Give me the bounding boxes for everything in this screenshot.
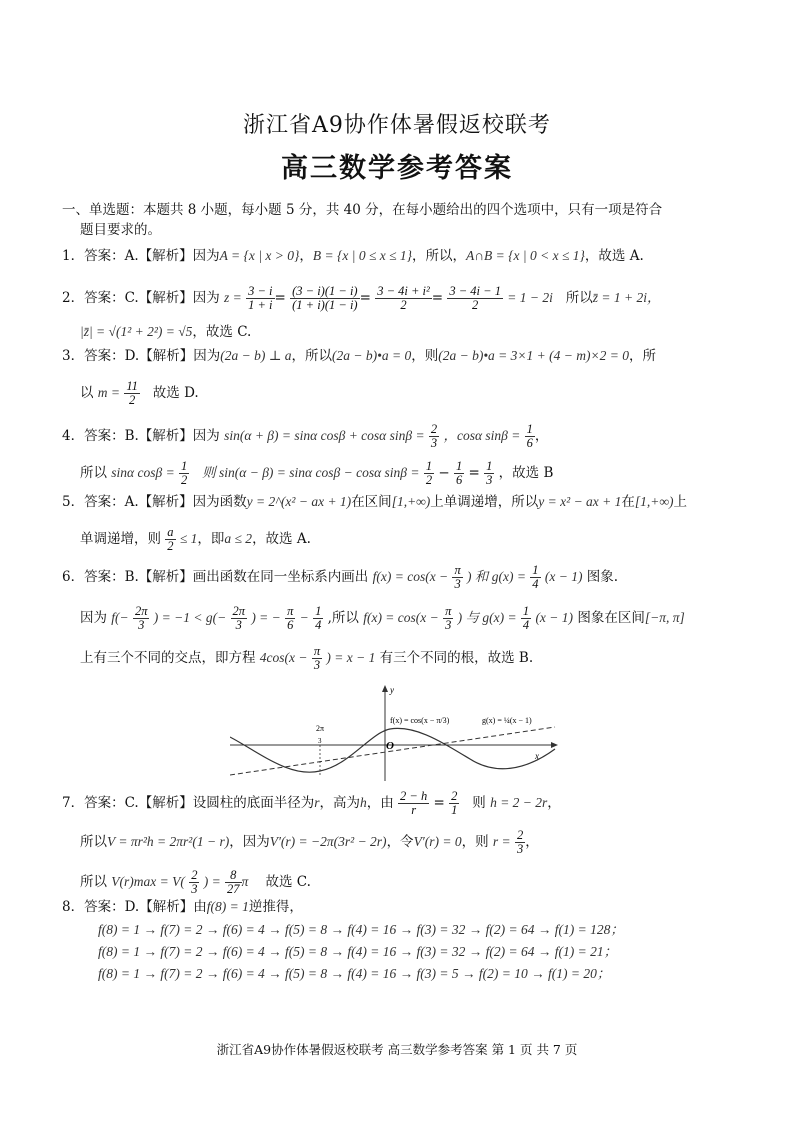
q5-line2 [80, 526, 311, 553]
q6-answer [62, 564, 618, 591]
q6-frac-a: $\frac{2\pi}{3}$ [134, 604, 148, 632]
q2-label: 2．答案：C.【解析】因为 [62, 290, 220, 306]
q4-frac-3: $\frac{1}{2}$ [181, 459, 188, 487]
q4-minus: − [438, 465, 450, 481]
q3-t3: ，所 [628, 348, 656, 364]
q5-t1: 在区间 [351, 494, 392, 510]
q6-frac-f: $\frac{1}{4}$ [522, 604, 530, 632]
q7-h: h [360, 795, 367, 810]
q6-f-val: f(− [111, 610, 129, 625]
q5-interval2: [1,+∞) [634, 494, 674, 509]
q2-so: 所以 [565, 290, 593, 306]
q5-interval: [1,+∞) [391, 494, 431, 509]
q4-frac-5: $\frac{1}{6}$ [455, 459, 463, 487]
q6-frac-e: $\frac{\pi}{3}$ [445, 604, 452, 632]
q1-answer [62, 247, 644, 265]
q6-f2: f(x) = cos(x − [363, 610, 439, 625]
q7-volume: V = πr²h = 2πr²(1 − r) [107, 834, 230, 849]
q6-g2-arg: (x − 1) [535, 610, 574, 625]
q4-label: 4．答案：B.【解析】因为 [62, 428, 220, 444]
q7-h-expr: h = 2 − 2r [490, 795, 548, 810]
q8-answer [62, 898, 303, 916]
q6-label: 6．答案：B.【解析】画出函数在同一坐标系内画出 [62, 569, 369, 585]
q2-end: ，故选 C. [192, 324, 252, 340]
q2-frac-4: $\frac{3 - 4i - 1}{2}$ [449, 284, 501, 312]
q6-so: ,所以 [327, 610, 359, 626]
q7-line2 [80, 829, 539, 856]
q5-func: y = 2^(x² − ax + 1) [246, 494, 352, 509]
q1-intersection: A∩B = {x | 0 < x ≤ 1} [466, 248, 585, 263]
g-line-label: g(x) = ¼(x − 1) [482, 716, 532, 725]
q2-frac-1: $\frac{3 - i}{1 + i}$ [248, 284, 273, 312]
q4-answer: 4．答案：B.【解析】因为 sin(α + β) = sinα cosβ + cosα sinβ = $\frac{2}{3}$ ，cosα sinβ = $\frac{1}{6}$ ， [62, 422, 549, 450]
q5-end: ，故选 A. [252, 531, 311, 547]
q6-t1: 图象. [586, 569, 619, 585]
q5-frac: $\frac{a}{2}$ [167, 525, 174, 553]
q2-modulus: |z̄| = √(1² + 2²) = √5 [80, 324, 193, 339]
x-axis-arrow-icon [551, 742, 558, 748]
q4-frac-1: $\frac{2}{3}$ [430, 422, 438, 450]
q6-frac-c: $\frac{\pi}{6}$ [287, 604, 294, 632]
q6-end: 有三个不同的根，故选 B. [379, 650, 534, 666]
q8-t1: 逆推得， [248, 899, 303, 915]
page-title: 浙江省A9协作体暑假返校联考 [243, 113, 551, 138]
section-heading-cont: 题目要求的。 [80, 222, 161, 238]
q6-f: f(x) = cos(x − [372, 569, 449, 584]
section-heading: 一、单选题：本题共 8 小题，每小题 5 分，共 40 分，在每小题给出的四个选项中，只有一项是符合 [62, 202, 663, 218]
q7-t3: 则 [472, 795, 486, 811]
q7-t4: ， [547, 795, 561, 811]
q3-eq: (2a − b)•a = 3×1 + (4 − m)×2 = 0 [438, 348, 629, 363]
q6-frac-g: $\frac{\pi}{3}$ [313, 644, 321, 672]
q1-label: 1．答案：A.【解析】因为 [62, 248, 220, 264]
q7-derivative: V′(r) = −2π(3r² − 2r) [269, 834, 387, 849]
q4-frac-2: $\frac{1}{6}$ [526, 422, 533, 450]
q7-vmax: V(r)max = V( [111, 874, 185, 889]
q4-sin-cos: sinα cosβ = [111, 465, 175, 480]
q5-result: a ≤ 2 [224, 531, 253, 546]
q6-g-val: ) = − [251, 610, 281, 625]
q6-line2 [80, 605, 685, 632]
q7-so: 所以 [80, 834, 107, 850]
q3-t1: ，所以 [291, 348, 333, 364]
q4-frac-6: $\frac{1}{3}$ [486, 459, 493, 487]
page-footer: 浙江省A9协作体暑假返校联考 高三数学参考答案 第 1 页 共 7 页 [216, 1042, 578, 1057]
q1-set-b: B = {x | 0 ≤ x ≤ 1} [312, 248, 413, 263]
tick-label-den: 3 [318, 737, 322, 745]
q3-end: 故选 D. [152, 385, 199, 401]
page-subtitle: 高三数学参考答案 [281, 153, 513, 184]
q2-line2 [80, 323, 251, 341]
q7-t2: ，由 [366, 795, 394, 811]
q5-line2-text: 单调递增，则 [80, 531, 161, 547]
q4-cos-sin: ，cosα sinβ = [443, 428, 521, 443]
q1-sep: ， [299, 248, 313, 264]
q7-t1: ，高为 [319, 795, 360, 811]
q6-frac-pi3: $\frac{\pi}{3}$ [454, 563, 461, 591]
q7-t7: ，则 [461, 834, 489, 850]
q8-row-1: f(8) = 1 → f(7) = 2 → f(6) = 4 → f(5) = 8 → f(4) = 16 → f(3) = 32 → f(2) = 64 → f(1) = 128； [98, 922, 624, 937]
q7-t6: ，令 [386, 834, 414, 850]
x-label: x [535, 751, 539, 761]
q1-mid: ，所以， [412, 248, 467, 264]
q7-r: r [314, 795, 320, 810]
q7-eq: = [433, 795, 445, 811]
q7-end: 故选 C. [265, 874, 311, 890]
y-axis-arrow-icon [382, 685, 388, 692]
q5-t4: 上 [673, 494, 688, 510]
q5-t3: 在 [621, 494, 635, 510]
q5-label: 5．答案：A.【解析】因为函数 [62, 494, 247, 510]
q6-eq: 4cos(x − [259, 650, 308, 665]
q7-frac-5: $\frac{8}{27}$ [227, 868, 240, 896]
q1-end: ，故选 A. [584, 248, 644, 264]
q5-t2: 上单调递增，所以 [430, 494, 539, 510]
q7-answer [62, 790, 561, 817]
q6-eq-rhs: ) = x − 1 [326, 650, 376, 665]
q4-end: ，故选 B [498, 465, 554, 481]
q6-frac-d: $\frac{1}{4}$ [315, 604, 322, 632]
q3-t2: ，则 [411, 348, 439, 364]
q7-frac-1: $\frac{2 - h}{r}$ [400, 789, 428, 817]
q2-frac-2: $\frac{(3 - i)(1 - i)}{(1 + i)(1 - i)}$ [292, 284, 358, 312]
q7-t8: ， [525, 834, 539, 850]
q7-so2: 所以 [80, 874, 107, 890]
q7-r-eq: r = [492, 834, 511, 849]
q6-frac-quarter: $\frac{1}{4}$ [532, 563, 539, 591]
q5-quad: y = x² − ax + 1 [538, 494, 622, 509]
q8-f8: f(8) = 1 [206, 899, 249, 914]
q3-dot: (2a − b)•a = 0 [332, 348, 412, 363]
q7-vmax-eq: ) = [203, 874, 221, 889]
y-label: y [390, 685, 394, 695]
q6-minus: − [299, 610, 309, 625]
q2-answer: 2．答案：C.【解析】因为 z = $\frac{3 - i}{1 + i}$ = $\frac{(3 - i)(1 - i)}{(1 + i)(1 - i)}$ = $\frac{\text{3 − 4i + i²}}{2}$ = $\frac{3 - 4i - 1}{2}$ = 1 − 2i 所以z̄ = 1 + 2i， [62, 284, 661, 312]
q6-g: ) 和 g(x) = [467, 569, 526, 584]
q7-pi: π [241, 874, 249, 889]
q3-m: m = [97, 385, 121, 400]
f-curve-label: f(x) = cos(x − π/3) [390, 716, 450, 725]
q2-frac-3: $\frac{\text{3 − 4i + i²}}{2}$ [377, 284, 430, 312]
q4-diff-formula: 则 sin(α − β) = sinα cosβ − cosα sinβ = [202, 465, 420, 480]
q7-label: 7．答案：C.【解析】设圆柱的底面半径为 [62, 795, 315, 811]
q3-line2 [80, 380, 199, 407]
function-graph [230, 683, 560, 783]
q6-because: 因为 [80, 610, 107, 626]
q4-line2 [80, 460, 553, 487]
q6-t3: 图象在区间 [577, 610, 645, 626]
q4-so: 所以 [80, 465, 107, 481]
q6-g2: ) 与 g(x) = [457, 610, 517, 625]
q1-set-a: A = {x | x > 0} [219, 248, 300, 263]
tick-label-num: 2π [316, 724, 325, 733]
q3-frac: $\frac{11}{2}$ [126, 379, 138, 407]
q8-row-3: f(8) = 1 → f(7) = 2 → f(6) = 4 → f(5) = 8 → f(4) = 16 → f(3) = 5 → f(2) = 10 → f(1) = 20； [98, 966, 611, 981]
q7-line3 [80, 869, 311, 896]
q7-frac-2: $\frac{2}{1}$ [451, 789, 458, 817]
q6-cmp: ) = −1 < g(− [153, 610, 227, 625]
q7-t5: ，因为 [229, 834, 270, 850]
q5-leq: ≤ 1 [179, 531, 198, 546]
q4-sum-formula: sin(α + β) = sinα cosβ + cosα sinβ = [224, 428, 425, 443]
q2-lhs: z = [224, 290, 242, 305]
q3-line2a: 以 [80, 385, 94, 401]
q8-label: 8．答案：D.【解析】由 [62, 899, 207, 915]
q8-row-2: f(8) = 1 → f(7) = 2 → f(6) = 4 → f(5) = 8 → f(4) = 16 → f(3) = 32 → f(2) = 64 → f(1) = 21； [98, 944, 618, 959]
q7-frac-3: $\frac{2}{3}$ [516, 828, 524, 856]
q6-frac-b: $\frac{2\pi}{3}$ [232, 604, 246, 632]
q6-line3 [80, 645, 533, 672]
q6-g-arg: (x − 1) [544, 569, 583, 584]
q7-zero: V′(r) = 0 [413, 834, 462, 849]
q6-interval: [−π, π] [644, 610, 685, 625]
q7-frac-4: $\frac{2}{3}$ [191, 868, 198, 896]
q6-line3-text: 上有三个不同的交点，即方程 [80, 650, 256, 666]
q3-answer [62, 347, 656, 365]
q5-t5: ，即 [197, 531, 225, 547]
q3-perp: (2a − b) ⊥ a [220, 348, 292, 363]
origin-label: O [386, 740, 394, 752]
q2-result: = 1 − 2i [507, 290, 553, 305]
q3-label: 3．答案：D.【解析】因为 [62, 348, 221, 364]
q4-frac-4: $\frac{1}{2}$ [425, 459, 433, 487]
q2-conjugate: z̄ = 1 + 2i， [592, 290, 661, 305]
q4-eq: = [468, 465, 480, 481]
q5-answer [62, 493, 687, 511]
